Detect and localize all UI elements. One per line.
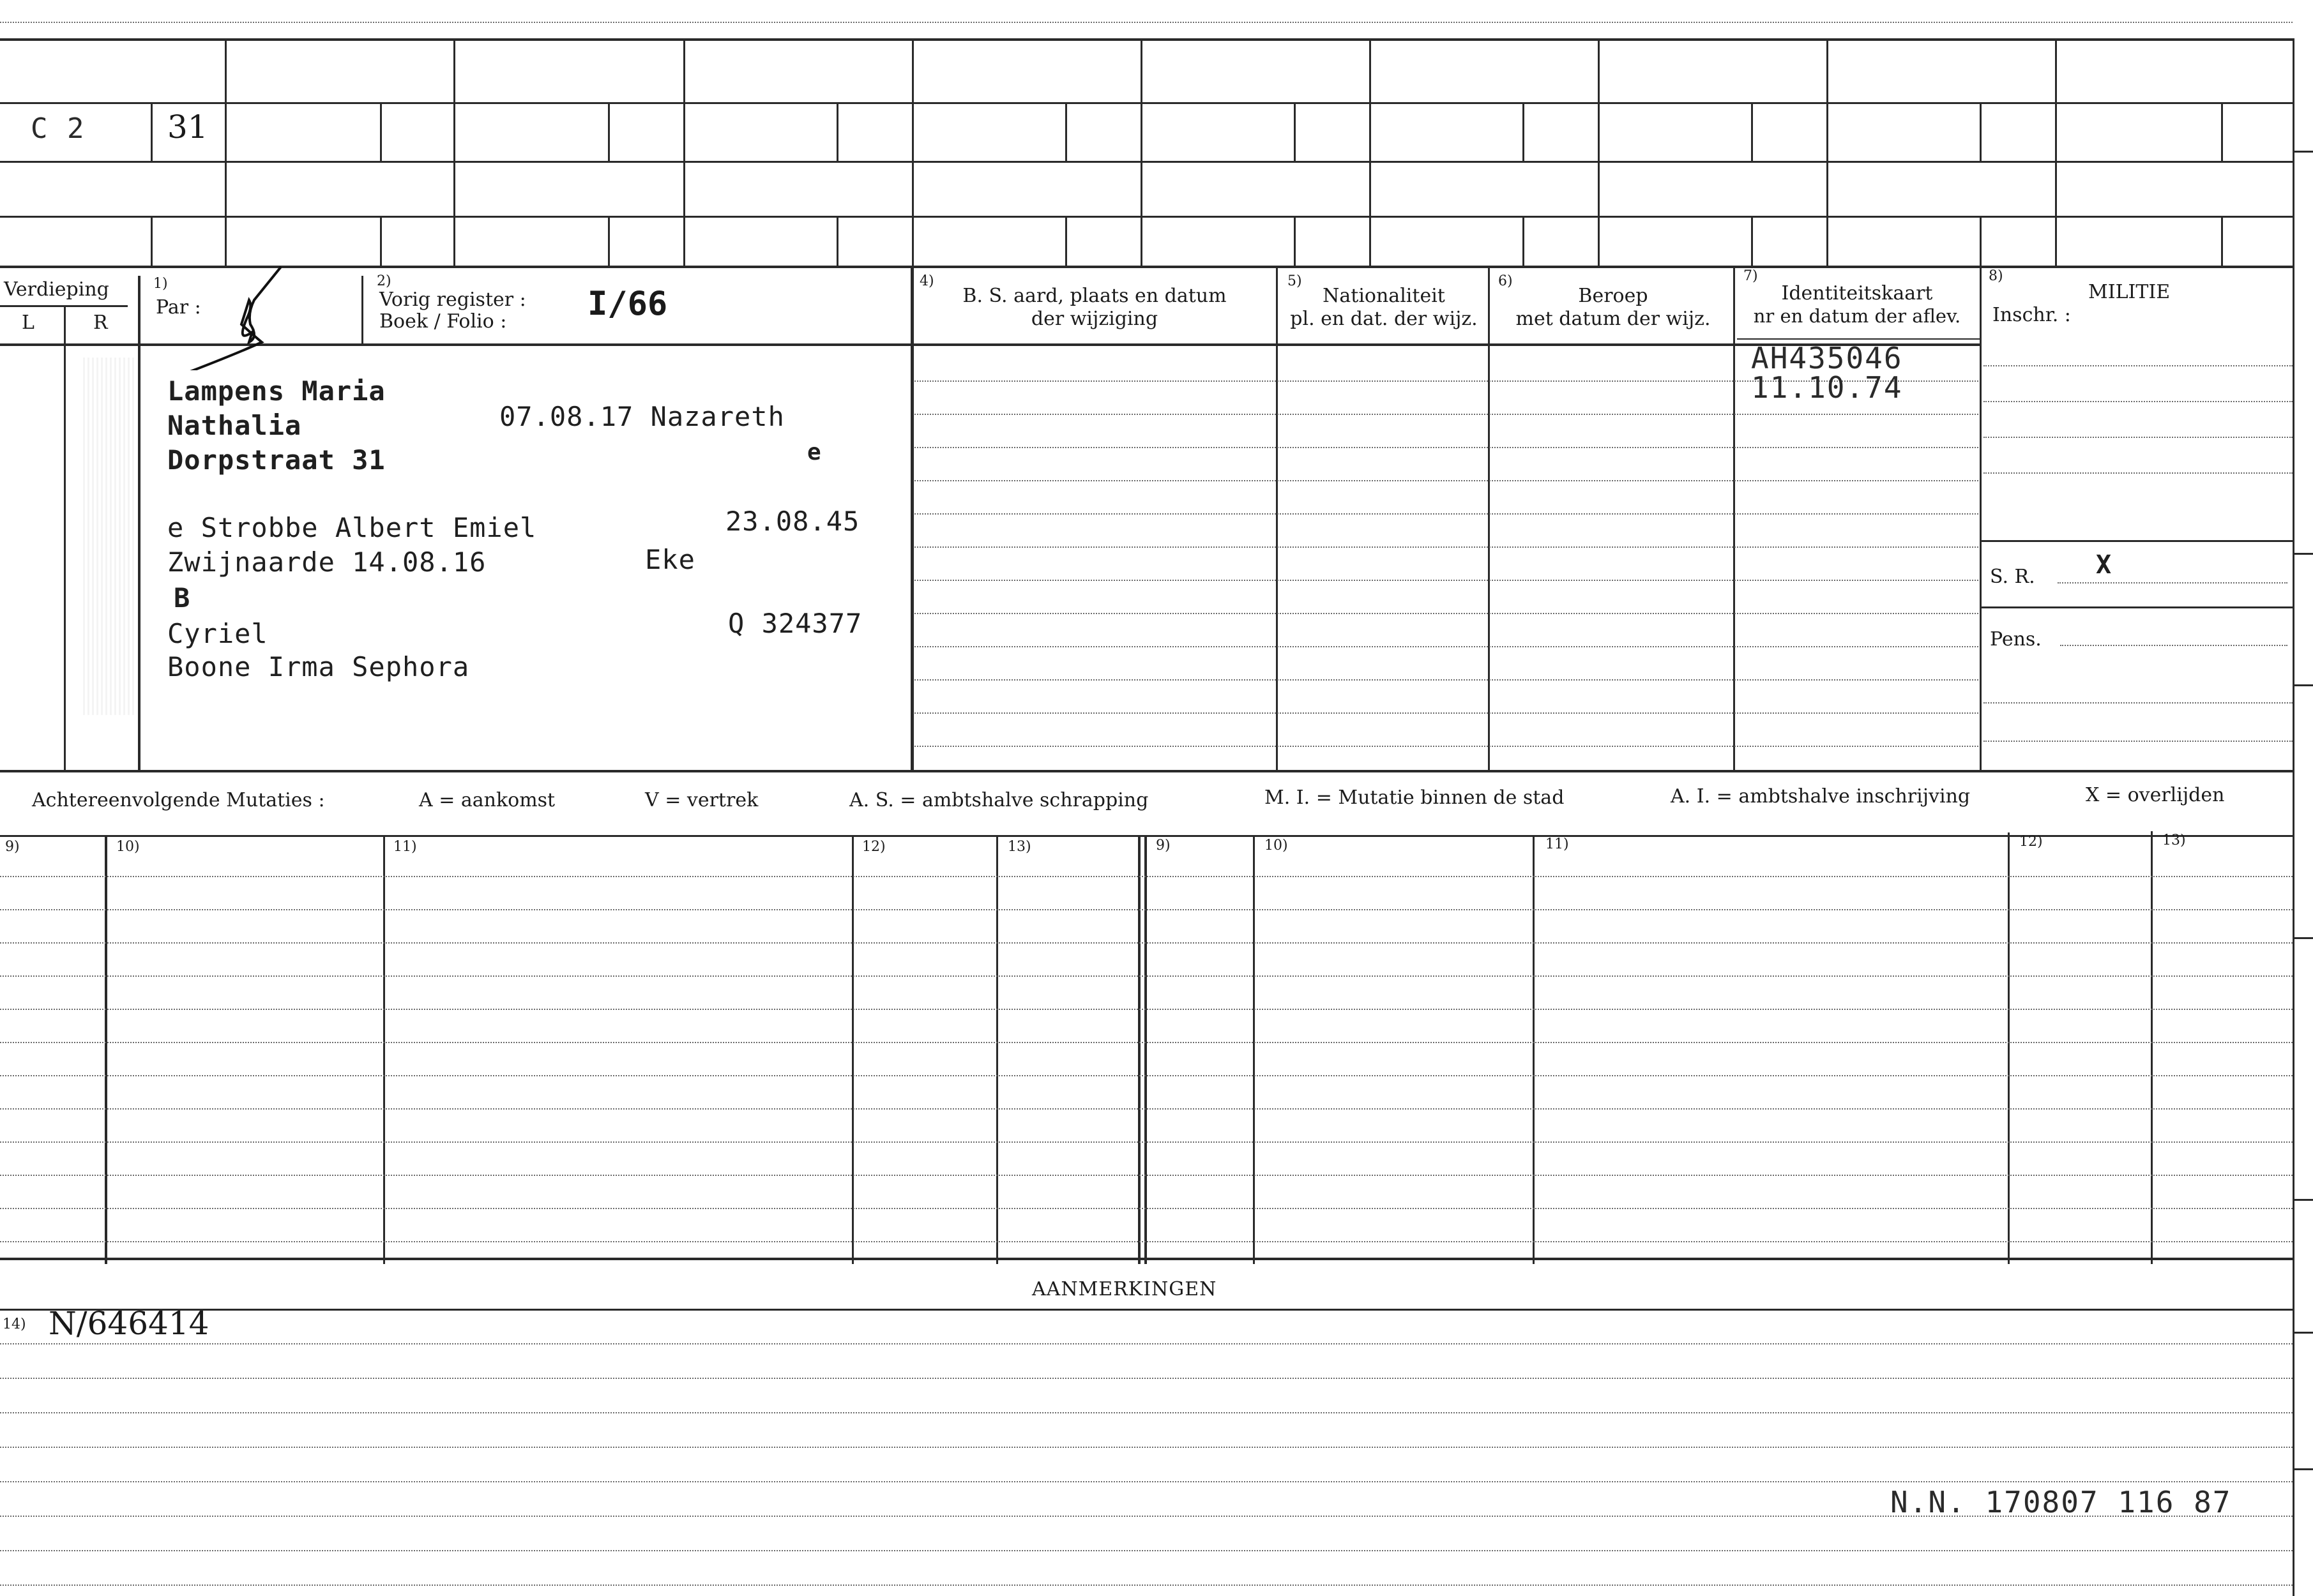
top-dotted-rule	[0, 22, 2293, 23]
grid-line	[2221, 102, 2223, 161]
grid-line	[837, 102, 838, 161]
grid-line	[1826, 38, 1828, 267]
grid-line	[1533, 835, 1535, 1264]
margin-tick	[2294, 151, 2313, 153]
mut-right-col9: 9)	[1156, 838, 1171, 854]
col5-line1: Nationaliteit	[1323, 285, 1445, 307]
rule	[0, 216, 2294, 218]
remarks-value: N/646414	[49, 1305, 209, 1342]
dotted-row	[1983, 437, 2293, 438]
mut-right-col10: 10)	[1264, 838, 1288, 854]
person-address: Dorpstraat 31	[167, 444, 386, 476]
inschr-label: Inschr. :	[1992, 304, 2071, 326]
mut-left-col10: 10)	[116, 839, 140, 855]
register-value: I/66	[588, 285, 668, 323]
grid-line	[996, 836, 998, 1264]
rule	[0, 266, 2294, 268]
dotted-row	[914, 580, 1978, 581]
grid-line	[1980, 102, 1982, 161]
dotted-row	[0, 1378, 2293, 1379]
legend-mi: M. I. = Mutatie binnen de stad	[1264, 787, 1565, 809]
mut-right-col12: 12)	[2019, 834, 2043, 850]
margin-tick	[2294, 1468, 2313, 1470]
grid-line	[911, 268, 914, 772]
dotted-row	[914, 646, 1978, 647]
legend-title: Achtereenvolgende Mutaties :	[32, 789, 325, 811]
col7-line1: Identiteitskaart	[1781, 282, 1933, 305]
grid-line	[1065, 102, 1067, 161]
grid-line	[1144, 835, 1147, 1264]
col5-number: 5)	[1287, 273, 1302, 289]
legend-v: V = vertrek	[645, 789, 759, 811]
rule	[0, 835, 2294, 837]
col4-number: 4)	[920, 273, 934, 289]
dotted-row	[0, 1175, 2293, 1176]
sr-value: X	[2096, 550, 2112, 580]
dotted-row	[0, 1042, 2293, 1043]
verdieping-l-label: L	[22, 312, 34, 334]
grid-line	[1065, 216, 1067, 267]
par-signature	[172, 262, 287, 370]
verdieping-r-label: R	[93, 312, 108, 334]
legend-x: X = overlijden	[2086, 784, 2225, 806]
rule	[0, 1309, 2294, 1311]
mother-name: Boone Irma Sephora	[167, 651, 470, 682]
rule	[1737, 338, 1980, 340]
father-name: Cyriel	[167, 618, 268, 649]
grid-line	[837, 216, 838, 267]
margin-tick	[2294, 937, 2313, 939]
spouse-date: 23.08.45	[725, 506, 860, 537]
sr-dotted	[2058, 582, 2287, 583]
dotted-row	[0, 1141, 2293, 1143]
spouse-name: e Strobbe Albert Emiel	[167, 512, 537, 543]
dotted-row	[914, 679, 1978, 681]
mut-right-col13: 13)	[2162, 832, 2186, 848]
vorig-register-label: Vorig register :	[379, 289, 526, 311]
person-e-mark: e	[807, 439, 822, 465]
grid-line	[2008, 832, 2010, 1264]
dotted-row	[0, 942, 2293, 944]
grid-line	[380, 216, 382, 267]
margin-tick	[2294, 1199, 2313, 1201]
dotted-row	[0, 1075, 2293, 1076]
dotted-row	[914, 480, 1978, 481]
grid-line	[64, 305, 66, 771]
grid-line	[1294, 216, 1296, 267]
grid-line	[683, 38, 685, 267]
pens-label: Pens.	[1990, 628, 2042, 651]
par-label: Par :	[156, 296, 201, 319]
rule	[0, 343, 1980, 346]
col8-number: 8)	[1989, 268, 2003, 284]
grid-line	[1369, 38, 1371, 267]
rule	[1981, 606, 2294, 608]
verdieping-label: Verdieping	[4, 278, 109, 301]
dotted-row	[914, 746, 1978, 747]
b-mark: B	[174, 582, 191, 614]
dotted-row	[0, 1208, 2293, 1209]
rule	[1981, 540, 2294, 542]
dotted-row	[0, 1108, 2293, 1110]
rule	[0, 102, 2294, 104]
col1-number: 1)	[153, 276, 168, 292]
pens-dotted	[2060, 645, 2287, 646]
person-name: Lampens Maria	[167, 375, 386, 407]
person-code: Q 324377	[728, 608, 863, 639]
grid-line	[1751, 102, 1753, 161]
rule	[0, 161, 2294, 163]
rule	[0, 38, 2294, 41]
col7-number: 7)	[1743, 268, 1758, 284]
dotted-row	[1983, 401, 2293, 402]
margin-tick	[2294, 684, 2313, 686]
margin-tick	[2294, 1332, 2313, 1334]
right-edge	[2293, 38, 2294, 1596]
col4-line1: B. S. aard, plaats en datum	[962, 285, 1227, 307]
dotted-row	[0, 1412, 2293, 1413]
grid-line	[383, 836, 385, 1264]
boek-folio-label: Boek / Folio :	[379, 310, 507, 333]
dotted-row	[914, 447, 1978, 448]
remarks-title: AANMERKINGEN	[1032, 1278, 1217, 1300]
spouse-place: Eke	[645, 544, 695, 575]
dotted-row	[0, 1241, 2293, 1242]
grid-line	[1980, 268, 1982, 772]
grid-line	[1141, 38, 1142, 267]
dotted-row	[0, 975, 2293, 977]
dotted-row	[1983, 702, 2293, 704]
grid-line	[1138, 835, 1141, 1264]
margin-tick	[2294, 553, 2313, 555]
grid-line	[852, 836, 854, 1264]
grid-line	[1522, 216, 1524, 267]
dotted-row	[0, 1343, 2293, 1344]
dotted-row	[0, 1447, 2293, 1448]
legend-as: A. S. = ambtshalve schrapping	[849, 789, 1149, 811]
grid-line	[2055, 38, 2057, 267]
col2-number: 2)	[377, 273, 391, 289]
col6-line1: Beroep	[1578, 285, 1648, 307]
grid-line	[380, 102, 382, 161]
grid-line	[608, 216, 610, 267]
id-card-date: 11.10.74	[1751, 370, 1903, 405]
mut-left-col9: 9)	[5, 839, 20, 855]
grid-line	[1522, 102, 1524, 161]
grid-line	[1488, 268, 1490, 772]
dotted-row	[0, 876, 2293, 877]
top-grid-code: C 2	[31, 112, 86, 145]
person-first-name: Nathalia	[167, 410, 302, 441]
dotted-row	[0, 909, 2293, 910]
grid-line	[1751, 216, 1753, 267]
militie-title: MILITIE	[2088, 281, 2171, 303]
dotted-row	[1983, 472, 2293, 474]
dotted-row	[914, 546, 1978, 548]
mut-right-col11: 11)	[1545, 836, 1569, 852]
person-birth: 07.08.17 Nazareth	[499, 401, 785, 432]
grid-line	[225, 38, 227, 267]
col4-line2: der wijziging	[1031, 308, 1158, 330]
grid-line	[2221, 216, 2223, 267]
ink-smudge	[83, 358, 134, 715]
dotted-row	[0, 1481, 2293, 1482]
id-card-number: AH435046	[1751, 341, 1903, 375]
grid-line	[1733, 268, 1735, 772]
col5-line2: pl. en dat. der wijz.	[1290, 308, 1478, 330]
grid-line	[1980, 216, 1982, 267]
legend-ai: A. I. = ambtshalve inschrijving	[1671, 785, 1971, 808]
grid-line	[912, 38, 914, 267]
grid-line	[151, 216, 153, 267]
grid-line	[1598, 38, 1600, 267]
dotted-row	[1983, 365, 2293, 366]
remarks-number: 14)	[3, 1316, 26, 1332]
col6-line2: met datum der wijz.	[1515, 308, 1711, 330]
rule	[0, 770, 2294, 772]
dotted-row	[914, 712, 1978, 714]
dotted-row	[914, 613, 1978, 614]
grid-line	[361, 276, 363, 345]
spouse-birth: Zwijnaarde 14.08.16	[167, 546, 487, 578]
top-grid-number: 31	[167, 109, 208, 146]
grid-line	[105, 836, 107, 1264]
mut-left-col12: 12)	[862, 839, 886, 855]
dotted-row	[914, 414, 1978, 415]
dotted-row	[0, 1585, 2293, 1586]
grid-line	[1253, 835, 1255, 1264]
grid-line	[453, 38, 455, 267]
grid-line	[138, 276, 140, 771]
col6-number: 6)	[1498, 273, 1513, 289]
grid-line	[1294, 102, 1296, 161]
national-number: N.N. 170807 116 87	[1890, 1485, 2232, 1519]
dotted-row	[1983, 741, 2293, 742]
dotted-row	[914, 513, 1978, 515]
dotted-row	[0, 1009, 2293, 1010]
col7-line2: nr en datum der aflev.	[1753, 305, 1961, 327]
dotted-row	[0, 1550, 2293, 1551]
sr-label: S. R.	[1990, 566, 2035, 588]
grid-line	[1276, 268, 1278, 772]
grid-line	[2151, 831, 2153, 1264]
rule	[0, 1258, 2294, 1260]
mut-left-col13: 13)	[1008, 839, 1031, 855]
legend-a: A = aankomst	[419, 789, 556, 811]
grid-line	[151, 102, 153, 161]
grid-line	[608, 102, 610, 161]
mut-left-col11: 11)	[393, 839, 417, 855]
